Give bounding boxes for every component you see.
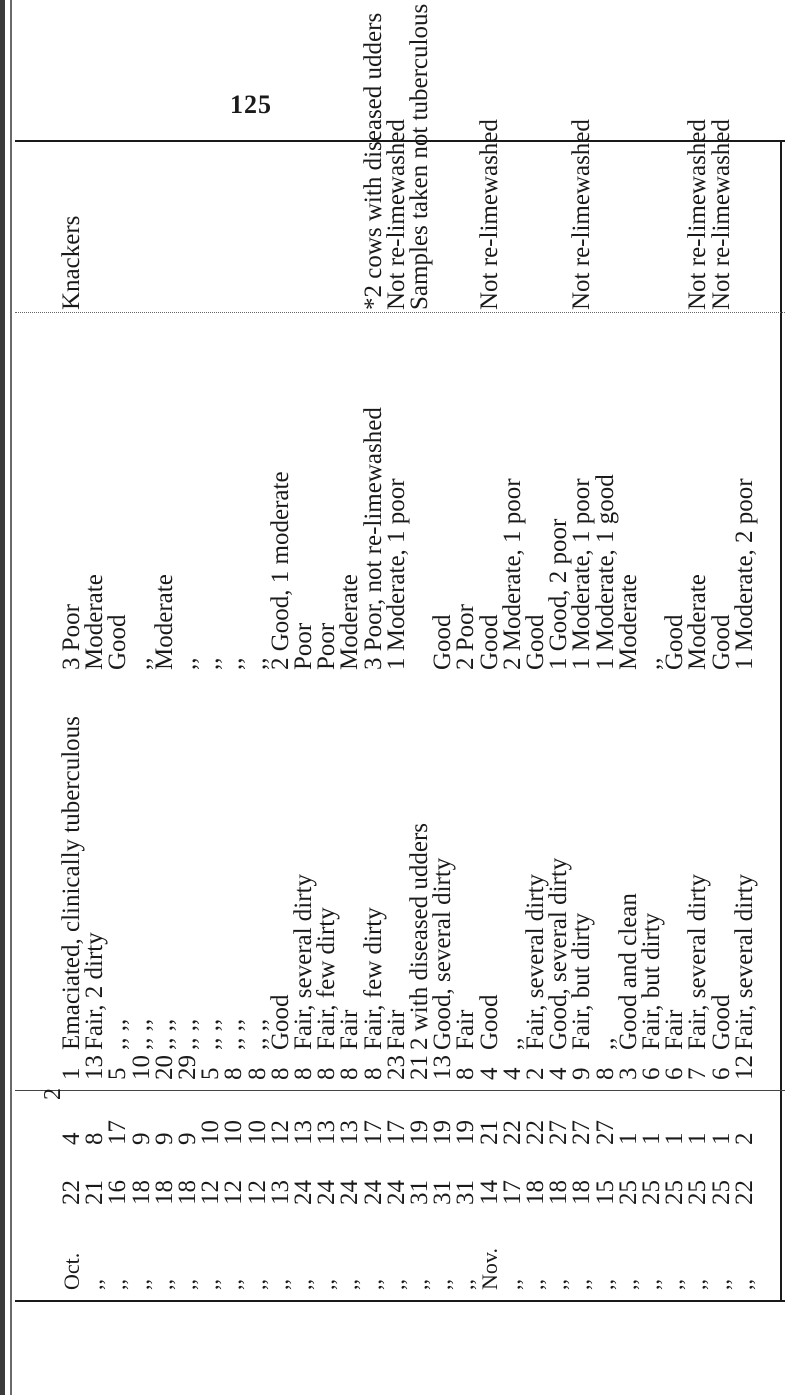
day-cell: 24 (336, 1180, 364, 1205)
condition-cell: Fair, but dirty (638, 912, 665, 1050)
number-cell: 12 (730, 1055, 758, 1080)
date-cell: ,, (708, 1279, 734, 1290)
result-cell: Good (429, 614, 457, 670)
result-cell: Good (661, 614, 689, 670)
date-cell: ,, (592, 1279, 618, 1290)
day-cell: 18 (127, 1180, 155, 1205)
condition-cell: Fair (452, 1009, 480, 1050)
condition-cell: ,, ,, (104, 1018, 132, 1050)
result-cell: ,, (127, 657, 155, 670)
condition-cell: Fair, but dirty (568, 912, 596, 1050)
note-cell: Not re-limewashed (568, 119, 596, 310)
result-cell: Moderate (81, 574, 109, 670)
number-cell: 6 (661, 1067, 689, 1080)
condition-cell: Good and clean (614, 893, 642, 1050)
day-cell: 24 (313, 1180, 341, 1205)
count-cell: 22 (498, 1120, 526, 1145)
number-cell: 6 (707, 1067, 735, 1080)
note-cell: Samples taken not tuberculous (406, 3, 433, 310)
count-cell: 17 (104, 1120, 132, 1145)
result-cell: 2 Good, 1 moderate (266, 471, 294, 670)
count-cell: 21 (475, 1120, 503, 1145)
number-cell: 2 (522, 1067, 549, 1080)
count-cell: 9 (127, 1132, 155, 1145)
condition-cell: Fair (382, 1009, 410, 1050)
day-cell: 22 (730, 1180, 758, 1205)
count-cell: 1 (614, 1132, 642, 1145)
result-cell: 1 Moderate, 2 poor (730, 478, 758, 670)
day-cell: 25 (661, 1180, 689, 1205)
result-cell: 3 Poor, not re-limewashed (359, 407, 387, 670)
note-cell: Not re-limewashed (684, 119, 712, 310)
number-cell: 8 (336, 1067, 364, 1080)
day-cell: 22 (58, 1180, 85, 1205)
count-cell: 27 (591, 1120, 619, 1145)
number-cell: 5 (197, 1067, 225, 1080)
day-cell: 12 (220, 1180, 248, 1205)
day-cell: 31 (452, 1180, 480, 1205)
day-cell: 21 (81, 1180, 109, 1205)
date-cell: ,, (128, 1279, 154, 1290)
table-bottom-rule (15, 1300, 785, 1302)
number-cell: 8 (452, 1067, 480, 1080)
number-cell: 3 (614, 1067, 642, 1080)
result-cell: Moderate (336, 574, 364, 670)
day-cell: 24 (290, 1180, 317, 1205)
table-marker: 2 (40, 1088, 66, 1100)
count-cell: 2 (730, 1132, 758, 1145)
date-cell: ,, (360, 1279, 386, 1290)
date-cell: ,, (546, 1279, 572, 1290)
condition-cell: Fair, several dirty (290, 873, 317, 1050)
date-cell: ,, (267, 1279, 293, 1290)
number-cell: 8 (591, 1067, 619, 1080)
date-cell: ,, (523, 1279, 548, 1290)
date-cell: ,, (569, 1279, 595, 1290)
date-cell: ,, (731, 1279, 757, 1290)
number-cell: 4 (545, 1067, 573, 1080)
number-cell: 13 (429, 1055, 457, 1080)
number-cell: 10 (127, 1055, 155, 1080)
day-cell: 18 (150, 1180, 178, 1205)
date-cell: ,, (383, 1279, 409, 1290)
date-cell: ,, (221, 1279, 247, 1290)
day-cell: 12 (243, 1180, 271, 1205)
day-cell: 12 (197, 1180, 225, 1205)
condition-cell: ,, (498, 1037, 526, 1050)
day-cell: 18 (522, 1180, 549, 1205)
count-cell: 19 (406, 1120, 433, 1145)
count-cell: 12 (266, 1120, 294, 1145)
date-cell: ,, (198, 1279, 224, 1290)
date-cell: ,, (244, 1279, 270, 1290)
number-cell: 8 (243, 1067, 271, 1080)
count-cell: 8 (81, 1132, 109, 1145)
condition-cell: Fair, few dirty (359, 907, 387, 1050)
note-cell: Not re-limewashed (382, 119, 410, 310)
count-cell: 13 (290, 1120, 317, 1145)
day-cell: 25 (707, 1180, 735, 1205)
result-cell: ,, (220, 657, 248, 670)
condition-cell: ,, ,, (174, 1018, 201, 1050)
condition-cell: 2 with diseased udders (406, 822, 433, 1050)
day-cell: 25 (684, 1180, 712, 1205)
count-cell: 1 (684, 1132, 712, 1145)
date-cell: ,, (82, 1279, 108, 1290)
condition-cell: Good (266, 994, 294, 1050)
result-cell: 1 Moderate, 1 poor (382, 478, 410, 670)
result-cell: Good (475, 614, 503, 670)
result-cell: Moderate (614, 574, 642, 670)
count-cell: 10 (197, 1120, 225, 1145)
result-cell: ,, (197, 657, 225, 670)
table-right-rule (780, 140, 782, 1300)
date-cell: Oct. (59, 1252, 84, 1290)
condition-cell: Good, several dirty (545, 857, 573, 1050)
count-cell: 19 (429, 1120, 457, 1145)
condition-cell: ,, ,, (150, 1018, 178, 1050)
page-spine-inner-edge (10, 0, 12, 1395)
day-cell: 31 (429, 1180, 457, 1205)
result-cell: 2 Moderate, 1 poor (498, 478, 526, 670)
count-cell: 1 (638, 1132, 665, 1145)
number-cell: 8 (290, 1067, 317, 1080)
condition-cell: ,, (591, 1037, 619, 1050)
number-cell: 8 (313, 1067, 341, 1080)
date-cell: ,, (175, 1279, 200, 1290)
condition-cell: Good, several dirty (429, 857, 457, 1050)
note-cell: Not re-limewashed (707, 119, 735, 310)
date-cell: ,, (151, 1279, 177, 1290)
number-cell: 23 (382, 1055, 410, 1080)
date-cell: ,, (407, 1279, 432, 1290)
condition-cell: ,, ,, (197, 1018, 225, 1050)
count-cell: 10 (220, 1120, 248, 1145)
date-cell: ,, (639, 1279, 664, 1290)
day-cell: 16 (104, 1180, 132, 1205)
result-cell: ,, (174, 657, 201, 670)
number-cell: 7 (684, 1067, 712, 1080)
count-cell: 13 (336, 1120, 364, 1145)
condition-cell: Fair (661, 1009, 689, 1050)
date-cell: ,, (499, 1279, 525, 1290)
day-cell: 24 (382, 1180, 410, 1205)
date-cell: ,, (337, 1279, 363, 1290)
count-cell: 10 (243, 1120, 271, 1145)
page-spine-edge (0, 0, 5, 1395)
day-cell: 18 (545, 1180, 573, 1205)
count-cell: 1 (661, 1132, 689, 1145)
result-cell: Good (707, 614, 735, 670)
condition-cell: ,, ,, (127, 1018, 155, 1050)
result-cell: ,, (243, 657, 271, 670)
number-cell: 9 (568, 1067, 596, 1080)
count-cell: 22 (522, 1120, 549, 1145)
count-cell: 17 (359, 1120, 387, 1145)
condition-cell: Fair, several dirty (522, 873, 549, 1050)
count-cell: 17 (382, 1120, 410, 1145)
count-cell: 27 (568, 1120, 596, 1145)
day-cell: 14 (475, 1180, 503, 1205)
result-cell: 1 Moderate, 1 good (591, 474, 619, 670)
condition-cell: Good (707, 994, 735, 1050)
note-cell: *2 cows with diseased udders (359, 12, 387, 310)
day-cell: 15 (591, 1180, 619, 1205)
day-cell: 25 (638, 1180, 665, 1205)
number-cell: 20 (150, 1055, 178, 1080)
day-cell: 24 (359, 1180, 387, 1205)
date-cell: ,, (453, 1279, 479, 1290)
count-cell: 13 (313, 1120, 341, 1145)
day-cell: 17 (498, 1180, 526, 1205)
date-cell: ,, (430, 1279, 456, 1290)
date-cell: ,, (291, 1279, 316, 1290)
day-cell: 25 (614, 1180, 642, 1205)
count-cell: 9 (150, 1132, 178, 1145)
result-cell: Moderate (150, 574, 178, 670)
count-cell: 1 (707, 1132, 735, 1145)
condition-cell: ,, ,, (243, 1018, 271, 1050)
number-cell: 8 (220, 1067, 248, 1080)
result-cell: 3 Poor (58, 604, 85, 670)
count-cell: 19 (452, 1120, 480, 1145)
number-cell: 29 (174, 1055, 201, 1080)
date-cell: Nov. (476, 1248, 502, 1290)
number-cell: 5 (104, 1067, 132, 1080)
number-cell: 6 (638, 1067, 665, 1080)
result-cell: Good (104, 614, 132, 670)
count-cell: 9 (174, 1132, 201, 1145)
condition-cell: Fair, several dirty (684, 873, 712, 1050)
result-cell: ,, (638, 657, 665, 670)
page-number: 125 (230, 90, 272, 119)
day-cell: 31 (406, 1180, 433, 1205)
count-cell: 27 (545, 1120, 573, 1145)
condition-cell: Emaciated, clinically tuberculous (58, 716, 85, 1050)
result-cell: Poor (313, 622, 341, 670)
day-cell: 13 (266, 1180, 294, 1205)
condition-cell: Fair, several dirty (730, 873, 758, 1050)
condition-cell: Fair, few dirty (313, 907, 341, 1050)
result-cell: 1 Moderate, 1 poor (568, 478, 596, 670)
note-cell: Not re-limewashed (475, 119, 503, 310)
note-cell: Knackers (58, 215, 85, 310)
day-cell: 18 (174, 1180, 201, 1205)
condition-cell: Fair, 2 dirty (81, 932, 109, 1050)
result-cell: Moderate (684, 574, 712, 670)
result-cell: Poor (290, 622, 317, 670)
condition-cell: Fair (336, 1009, 364, 1050)
result-cell: Good (522, 614, 549, 670)
number-cell: 8 (266, 1067, 294, 1080)
result-cell: 2 Poor (452, 604, 480, 670)
date-cell: ,, (685, 1279, 711, 1290)
condition-cell: ,, ,, (220, 1018, 248, 1050)
date-cell: ,, (615, 1279, 641, 1290)
number-cell: 8 (359, 1067, 387, 1080)
number-cell: 1 (58, 1067, 85, 1080)
number-cell: 21 (406, 1055, 433, 1080)
result-cell: 1 Good, 2 poor (545, 518, 573, 670)
date-cell: ,, (314, 1279, 340, 1290)
date-cell: ,, (105, 1279, 131, 1290)
condition-cell: Good (475, 994, 503, 1050)
number-cell: 13 (81, 1055, 109, 1080)
count-cell: 4 (58, 1132, 85, 1145)
number-cell: 4 (475, 1067, 503, 1080)
number-cell: 4 (498, 1067, 526, 1080)
date-cell: ,, (662, 1279, 688, 1290)
day-cell: 18 (568, 1180, 596, 1205)
